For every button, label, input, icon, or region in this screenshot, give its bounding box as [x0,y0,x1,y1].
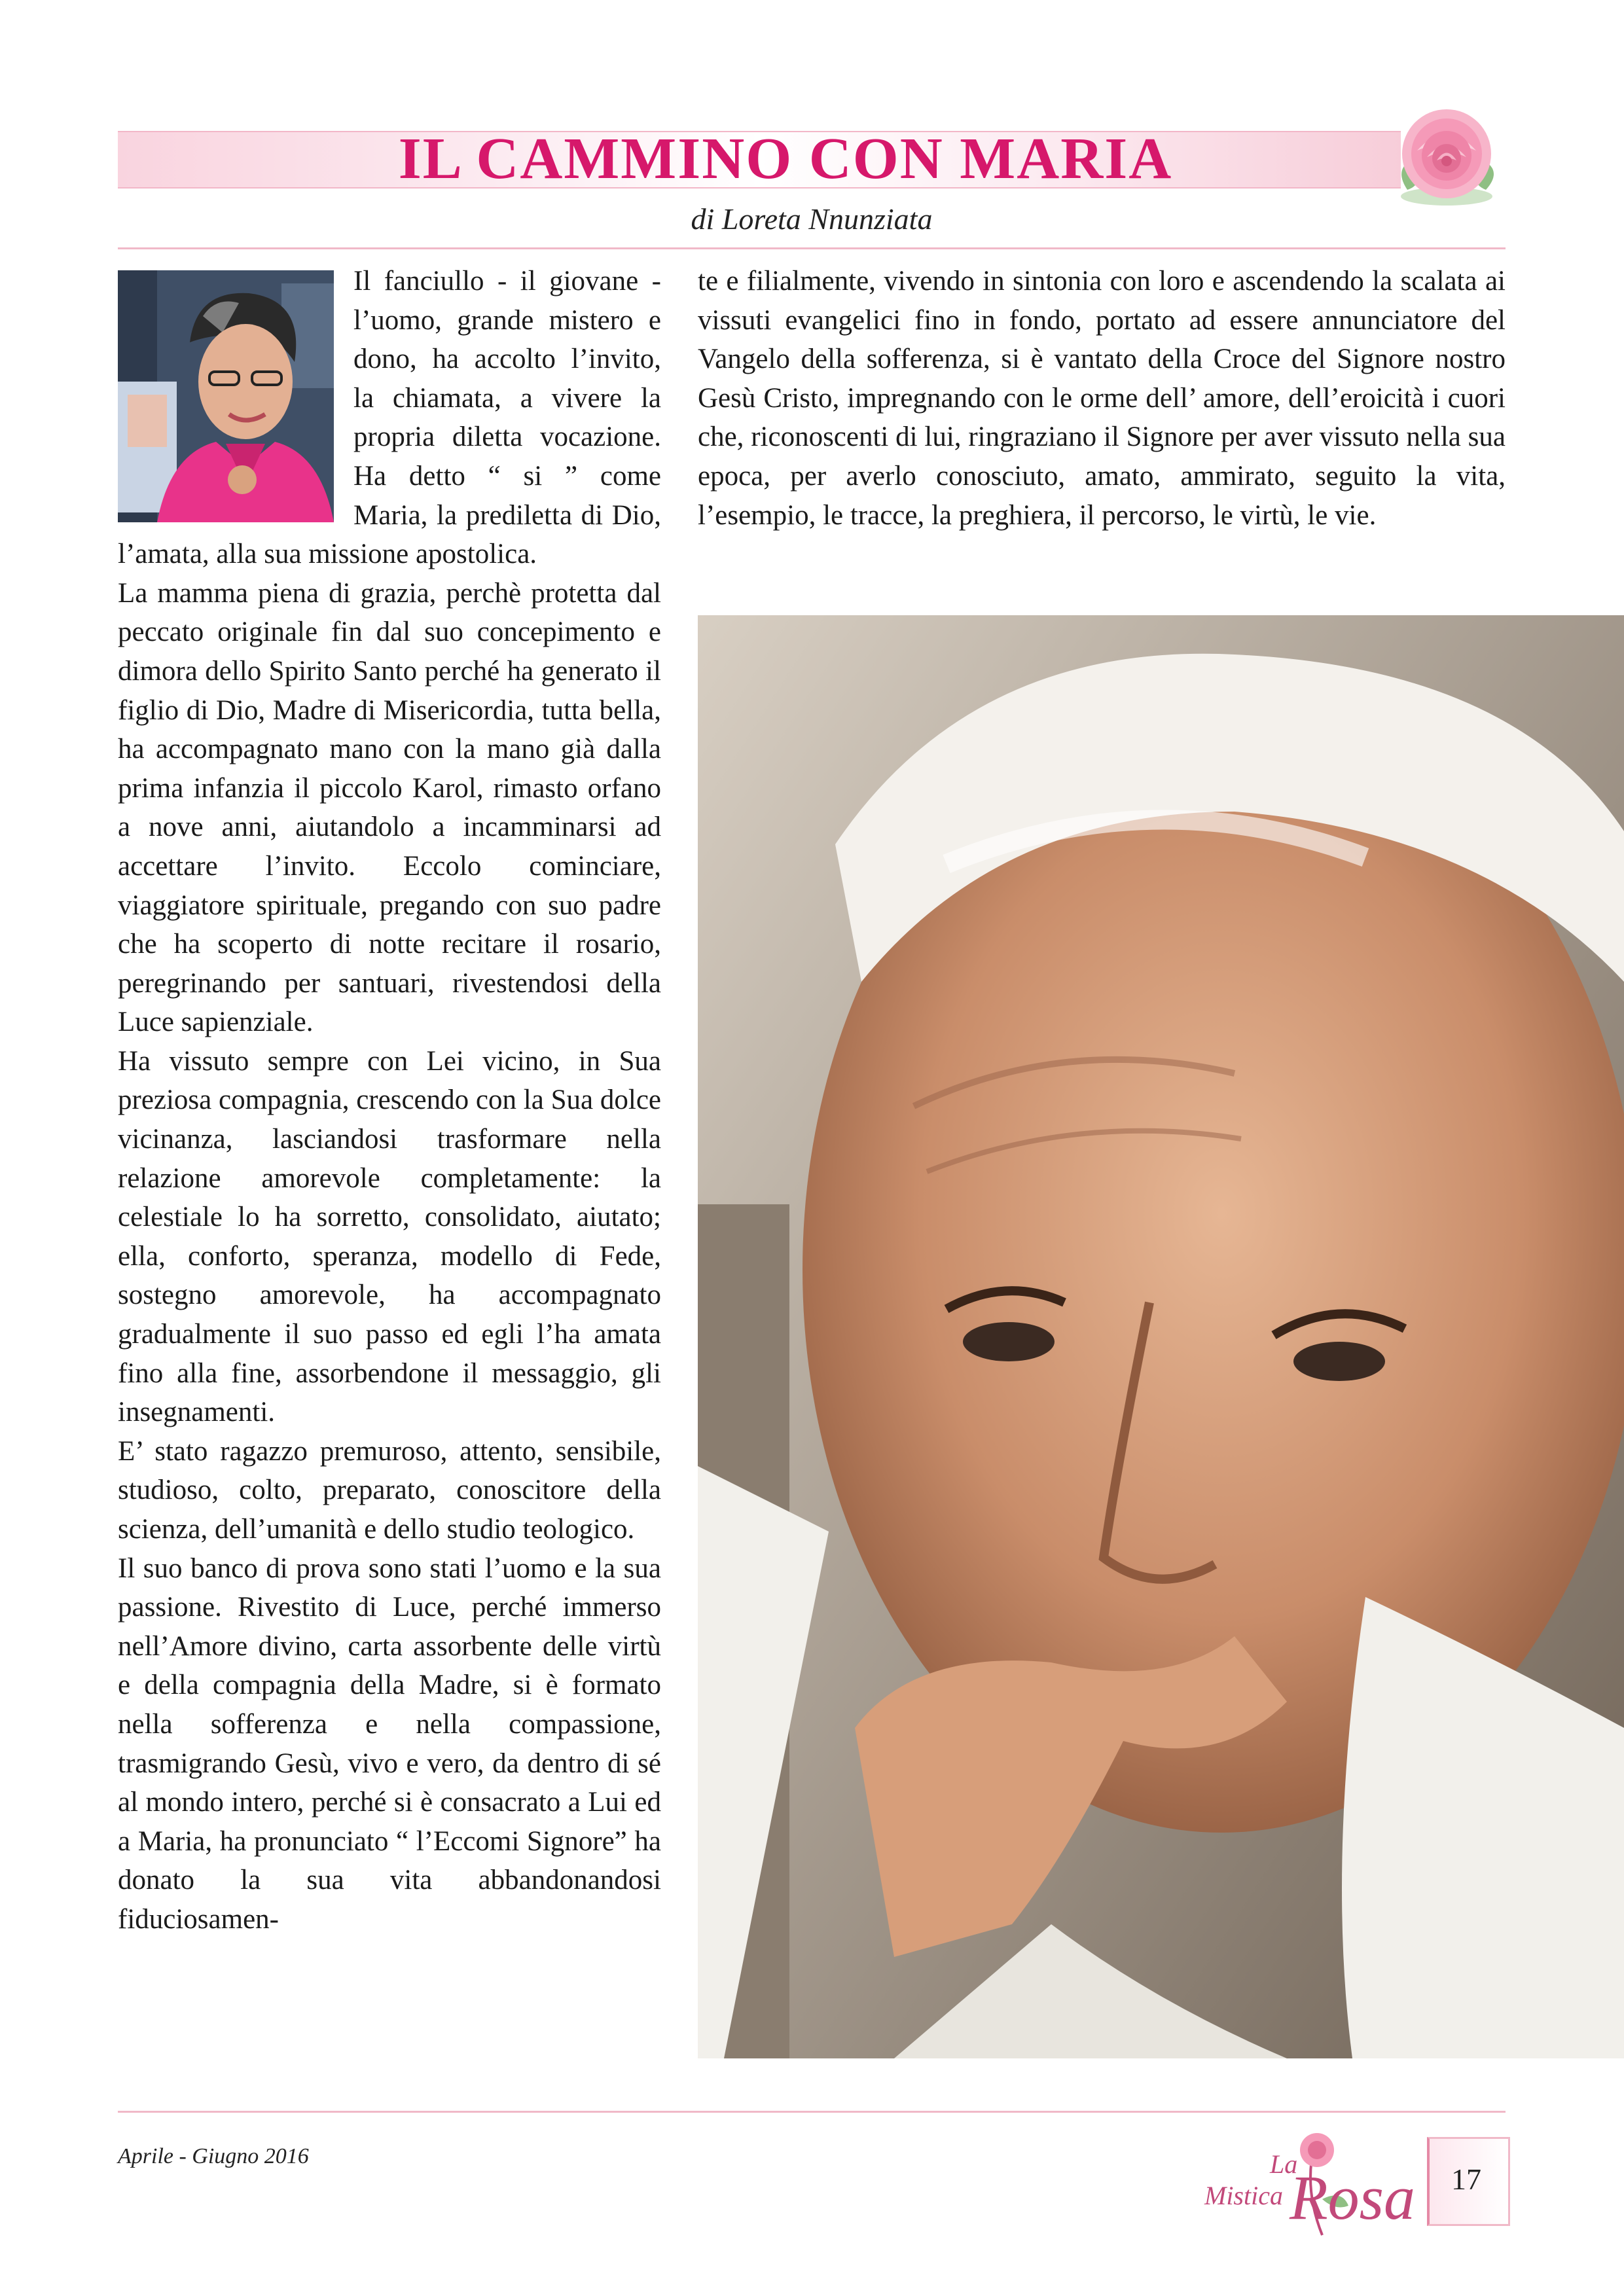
article-column-left [118,262,661,2114]
paragraph: te e filialmente, vivendo in sintonia con loro e ascendendo la scalata ai vissuti evangelici fino in fondo, portato ad essere annunciatore del Vangelo della sofferenza, si è vantato della Croce del Signore nostro Gesù Cristo, impregnando con le orme dell’ amore, dell’eroicità i cuori che, riconoscenti di lui, ringraziano il Signore per aver vissuto nella sua epoca, per averlo conosciuto, amato, ammirato, seguito la vita, l’esempio, le tracce, la preghiera, il percorso, le virtù, le vie. [698,266,1506,531]
pope-photo [698,615,1624,2058]
header-divider [118,247,1506,249]
paragraph: E’ stato ragazzo premuroso, attento, sensibile, studioso, colto, preparato, conoscitore della scienza, dell’umanità e dello studio teologico. [118,1435,661,1545]
paragraph: Il suo banco di prova sono stati l’uomo e la sua passione. Rivestito di Luce, perché immerso nell’Amore divino, carta assorbente delle virtù e della compagnia della Madre, si è formato nella sofferenza e nella compassione, trasmigrando Gesù, vivo e vero, da dentro di sé al mondo intero, perché si è consacrato a Lui ed a Maria, ha pronunciato “ l’Eccomi Signore” ha donato la sua vita abbandonandosi fiduciosamen- [118,1552,661,1935]
article-byline: di Loreta Nnunziata [691,202,933,236]
rose-icon [1381,98,1512,209]
article-title: IL CAMMINO CON MARIA [398,126,1173,191]
paragraph: Il fanciullo - il giovane - l’uomo, grande mistero e dono, ha accolto l’invito, la chiamata, a vivere la propria diletta vocazione. Ha detto “ si ” come Maria, la prediletta di Dio, l’amata, alla sua missione apostolica. [118,266,661,570]
paragraph: La mamma piena di grazia, perchè protetta dal peccato originale fin dal suo concepimento e dimora dello Spirito Santo perché ha generato il figlio di Dio, Madre di Misericordia, tutta bella, ha accompagnato mano con la mano già dalla prima infanzia il piccolo Karol, rimasto orfano a nove anni, aiutandolo a incamminarsi ad accettare l’invito. Eccolo cominciare, viaggiatore spirituale, pregando con suo padre che ha scoperto di notte recitare il rosario, peregrinando per santuari, rivestendosi della Luce sapienziale. [118,577,661,1038]
logo-la: La [1270,2149,1298,2179]
footer-divider [118,2111,1506,2113]
magazine-logo [1126,2127,1427,2238]
paragraph: Ha vissuto sempre con Lei vicino, in Sua preziosa compagnia, crescendo con la Sua dolce vicinanza, lasciandosi trasformare nella relazione amorevole completamente: la celestiale lo ha sorretto, consolidato, aiutato; ella, conforto, speranza, modello di Fede, sostegno amorevole, ha accompagnato gradualmente il suo passo ed egli l’ha amata fino alla fine, assorbendone il messaggio, gli insegnamenti. [118,1045,661,1428]
page-number: 17 [1451,2162,1481,2196]
logo-mistica: Mistica [1204,2181,1283,2210]
photo-spacer [118,262,353,532]
issue-date: Aprile - Giugno 2016 [118,2144,309,2168]
logo-rosa: Rosa [1290,2162,1415,2233]
article-column-right [698,262,1506,602]
